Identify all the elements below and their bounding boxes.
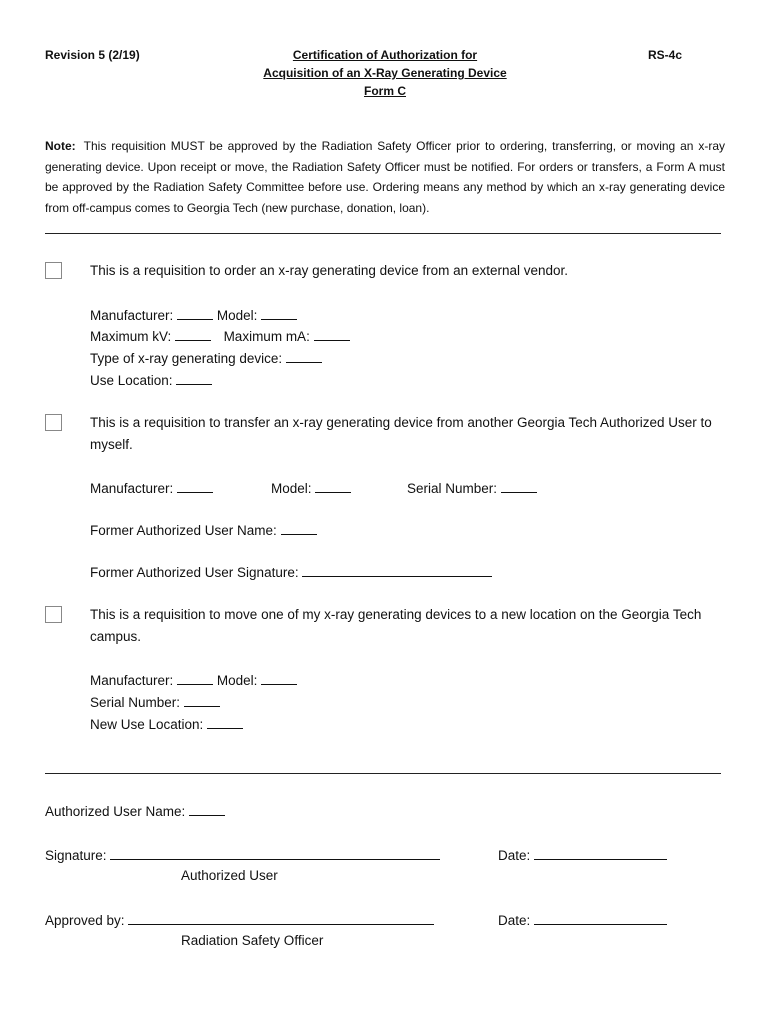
order-manufacturer-label: Manufacturer: bbox=[90, 308, 174, 323]
order-max-ma-label: Maximum mA: bbox=[223, 329, 310, 344]
transfer-serial-label: Serial Number: bbox=[407, 481, 498, 496]
order-model-label: Model: bbox=[216, 308, 258, 323]
authorized-user-name-field[interactable] bbox=[189, 803, 225, 816]
former-user-name-field[interactable] bbox=[281, 522, 317, 535]
order-location-row bbox=[90, 372, 212, 388]
order-manufacturer-row bbox=[90, 307, 297, 323]
transfer-serial-group bbox=[407, 480, 537, 496]
note-text: This requisition MUST be approved by the Radiation Safety Officer prior to ordering, transferring, or moving an x-ray generating device. Upon receipt or move, the Radiation Safety Officer must be notified. For orders or transfers, a Form A must be approved by the Radiation Safety Committee before use. Ordering means any method by which an x-ray generating device from off-campus comes to Georgia Tech (new purchase, donation, loan). bbox=[45, 139, 725, 215]
transfer-manufacturer-label: Manufacturer: bbox=[90, 481, 174, 496]
revision-label: Revision 5 (2/19) bbox=[45, 48, 140, 62]
form-code: RS-4c bbox=[648, 48, 683, 62]
former-user-signature-row bbox=[90, 564, 492, 580]
move-location-row bbox=[90, 716, 243, 732]
signature-date-label: Date: bbox=[498, 848, 531, 863]
move-statement: This is a requisition to move one of my x-ray generating devices to a new location on the Georgia Tech campus. bbox=[90, 607, 702, 644]
order-max-kv-label: Maximum kV: bbox=[90, 329, 172, 344]
move-manufacturer-row bbox=[90, 672, 297, 688]
move-manufacturer-label: Manufacturer: bbox=[90, 673, 174, 688]
authorized-user-caption: Authorized User bbox=[181, 868, 278, 883]
approved-by-field[interactable] bbox=[128, 912, 434, 925]
transfer-model-group bbox=[271, 480, 351, 496]
rso-caption: Radiation Safety Officer bbox=[181, 933, 324, 948]
transfer-model-label: Model: bbox=[271, 481, 312, 496]
order-location-field[interactable] bbox=[176, 372, 212, 385]
order-model-field[interactable] bbox=[261, 307, 297, 320]
approval-date-row bbox=[498, 912, 667, 928]
order-statement: This is a requisition to order an x-ray generating device from an external vendor. bbox=[90, 263, 568, 278]
move-model-label: Model: bbox=[216, 673, 258, 688]
move-location-field[interactable] bbox=[207, 716, 243, 729]
former-user-signature-field[interactable] bbox=[302, 564, 492, 577]
signature-row bbox=[45, 847, 440, 863]
approved-by-label: Approved by: bbox=[45, 913, 125, 928]
transfer-checkbox[interactable] bbox=[45, 414, 62, 431]
approved-by-row bbox=[45, 912, 434, 928]
move-checkbox[interactable] bbox=[45, 606, 62, 623]
order-max-row bbox=[90, 328, 350, 344]
move-serial-label: Serial Number: bbox=[90, 695, 181, 710]
order-type-label: Type of x-ray generating device: bbox=[90, 351, 283, 366]
order-checkbox[interactable] bbox=[45, 262, 62, 279]
transfer-statement: This is a requisition to transfer an x-ray generating device from another Georgia Tech Authorized User to myself. bbox=[90, 415, 712, 452]
order-type-row bbox=[90, 350, 322, 366]
divider-bottom bbox=[45, 773, 721, 774]
transfer-manufacturer-group bbox=[90, 480, 213, 496]
approval-date-label: Date: bbox=[498, 913, 531, 928]
order-type-field[interactable] bbox=[286, 350, 322, 363]
order-manufacturer-field[interactable] bbox=[177, 307, 213, 320]
note-label: Note: bbox=[45, 139, 76, 153]
order-location-label: Use Location: bbox=[90, 373, 173, 388]
signature-field[interactable] bbox=[110, 847, 440, 860]
signature-date-row bbox=[498, 847, 667, 863]
transfer-model-field[interactable] bbox=[315, 480, 351, 493]
order-max-ma-field[interactable] bbox=[314, 328, 350, 341]
move-manufacturer-field[interactable] bbox=[177, 672, 213, 685]
transfer-serial-field[interactable] bbox=[501, 480, 537, 493]
approval-date-field[interactable] bbox=[534, 912, 667, 925]
former-user-name-row bbox=[90, 522, 317, 538]
note-paragraph bbox=[45, 136, 725, 218]
former-user-name-label: Former Authorized User Name: bbox=[90, 523, 277, 538]
form-title-line3: Form C bbox=[364, 84, 406, 98]
authorized-user-name-label: Authorized User Name: bbox=[45, 804, 186, 819]
form-title-line2: Acquisition of an X-Ray Generating Device bbox=[263, 66, 507, 80]
former-user-signature-label: Former Authorized User Signature: bbox=[90, 565, 299, 580]
order-max-kv-field[interactable] bbox=[175, 328, 211, 341]
signature-label: Signature: bbox=[45, 848, 107, 863]
transfer-manufacturer-field[interactable] bbox=[177, 480, 213, 493]
divider-top bbox=[45, 233, 721, 234]
move-serial-field[interactable] bbox=[184, 694, 220, 707]
move-serial-row bbox=[90, 694, 220, 710]
authorized-user-name-row bbox=[45, 803, 225, 819]
signature-date-field[interactable] bbox=[534, 847, 667, 860]
move-location-label: New Use Location: bbox=[90, 717, 204, 732]
form-title-line1: Certification of Authorization for bbox=[292, 48, 478, 62]
move-model-field[interactable] bbox=[261, 672, 297, 685]
